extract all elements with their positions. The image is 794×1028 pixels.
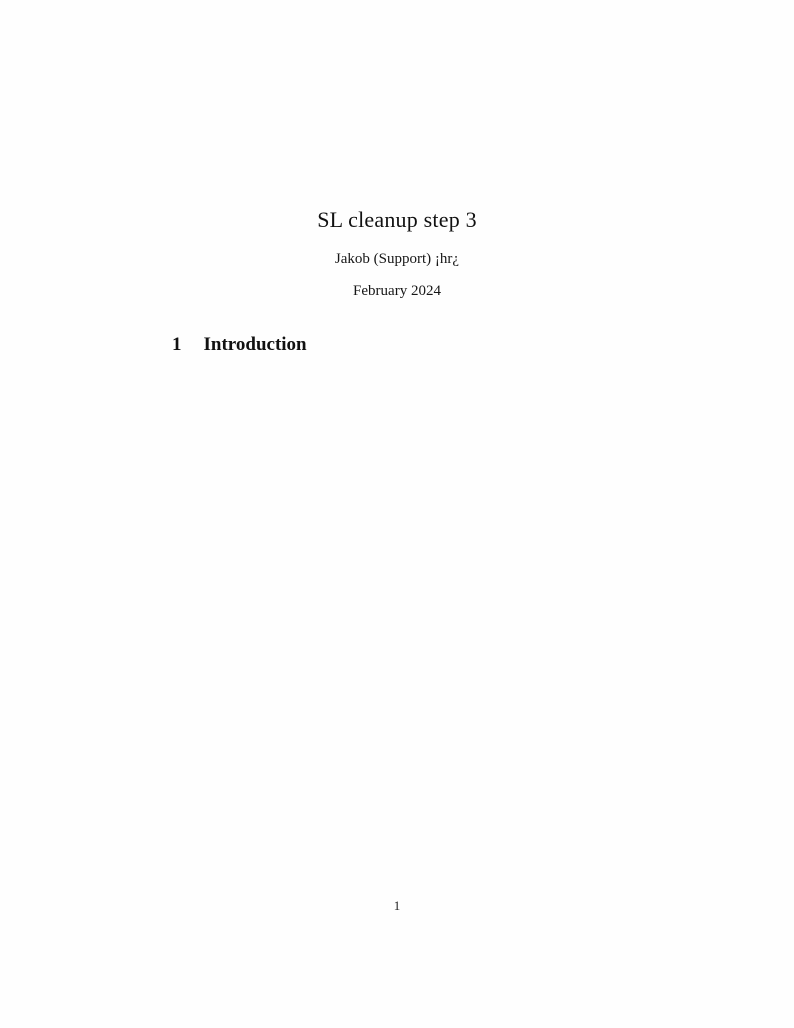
document-date: February 2024 (353, 283, 441, 299)
section-number: 1 (172, 334, 182, 355)
section-title: Introduction (203, 334, 307, 355)
page-number: 1 (393, 898, 401, 913)
document-author: Jakob (Support) ¡hr¿ (334, 251, 460, 267)
document-title: SL cleanup step 3 (317, 207, 477, 232)
section-heading (172, 334, 307, 356)
